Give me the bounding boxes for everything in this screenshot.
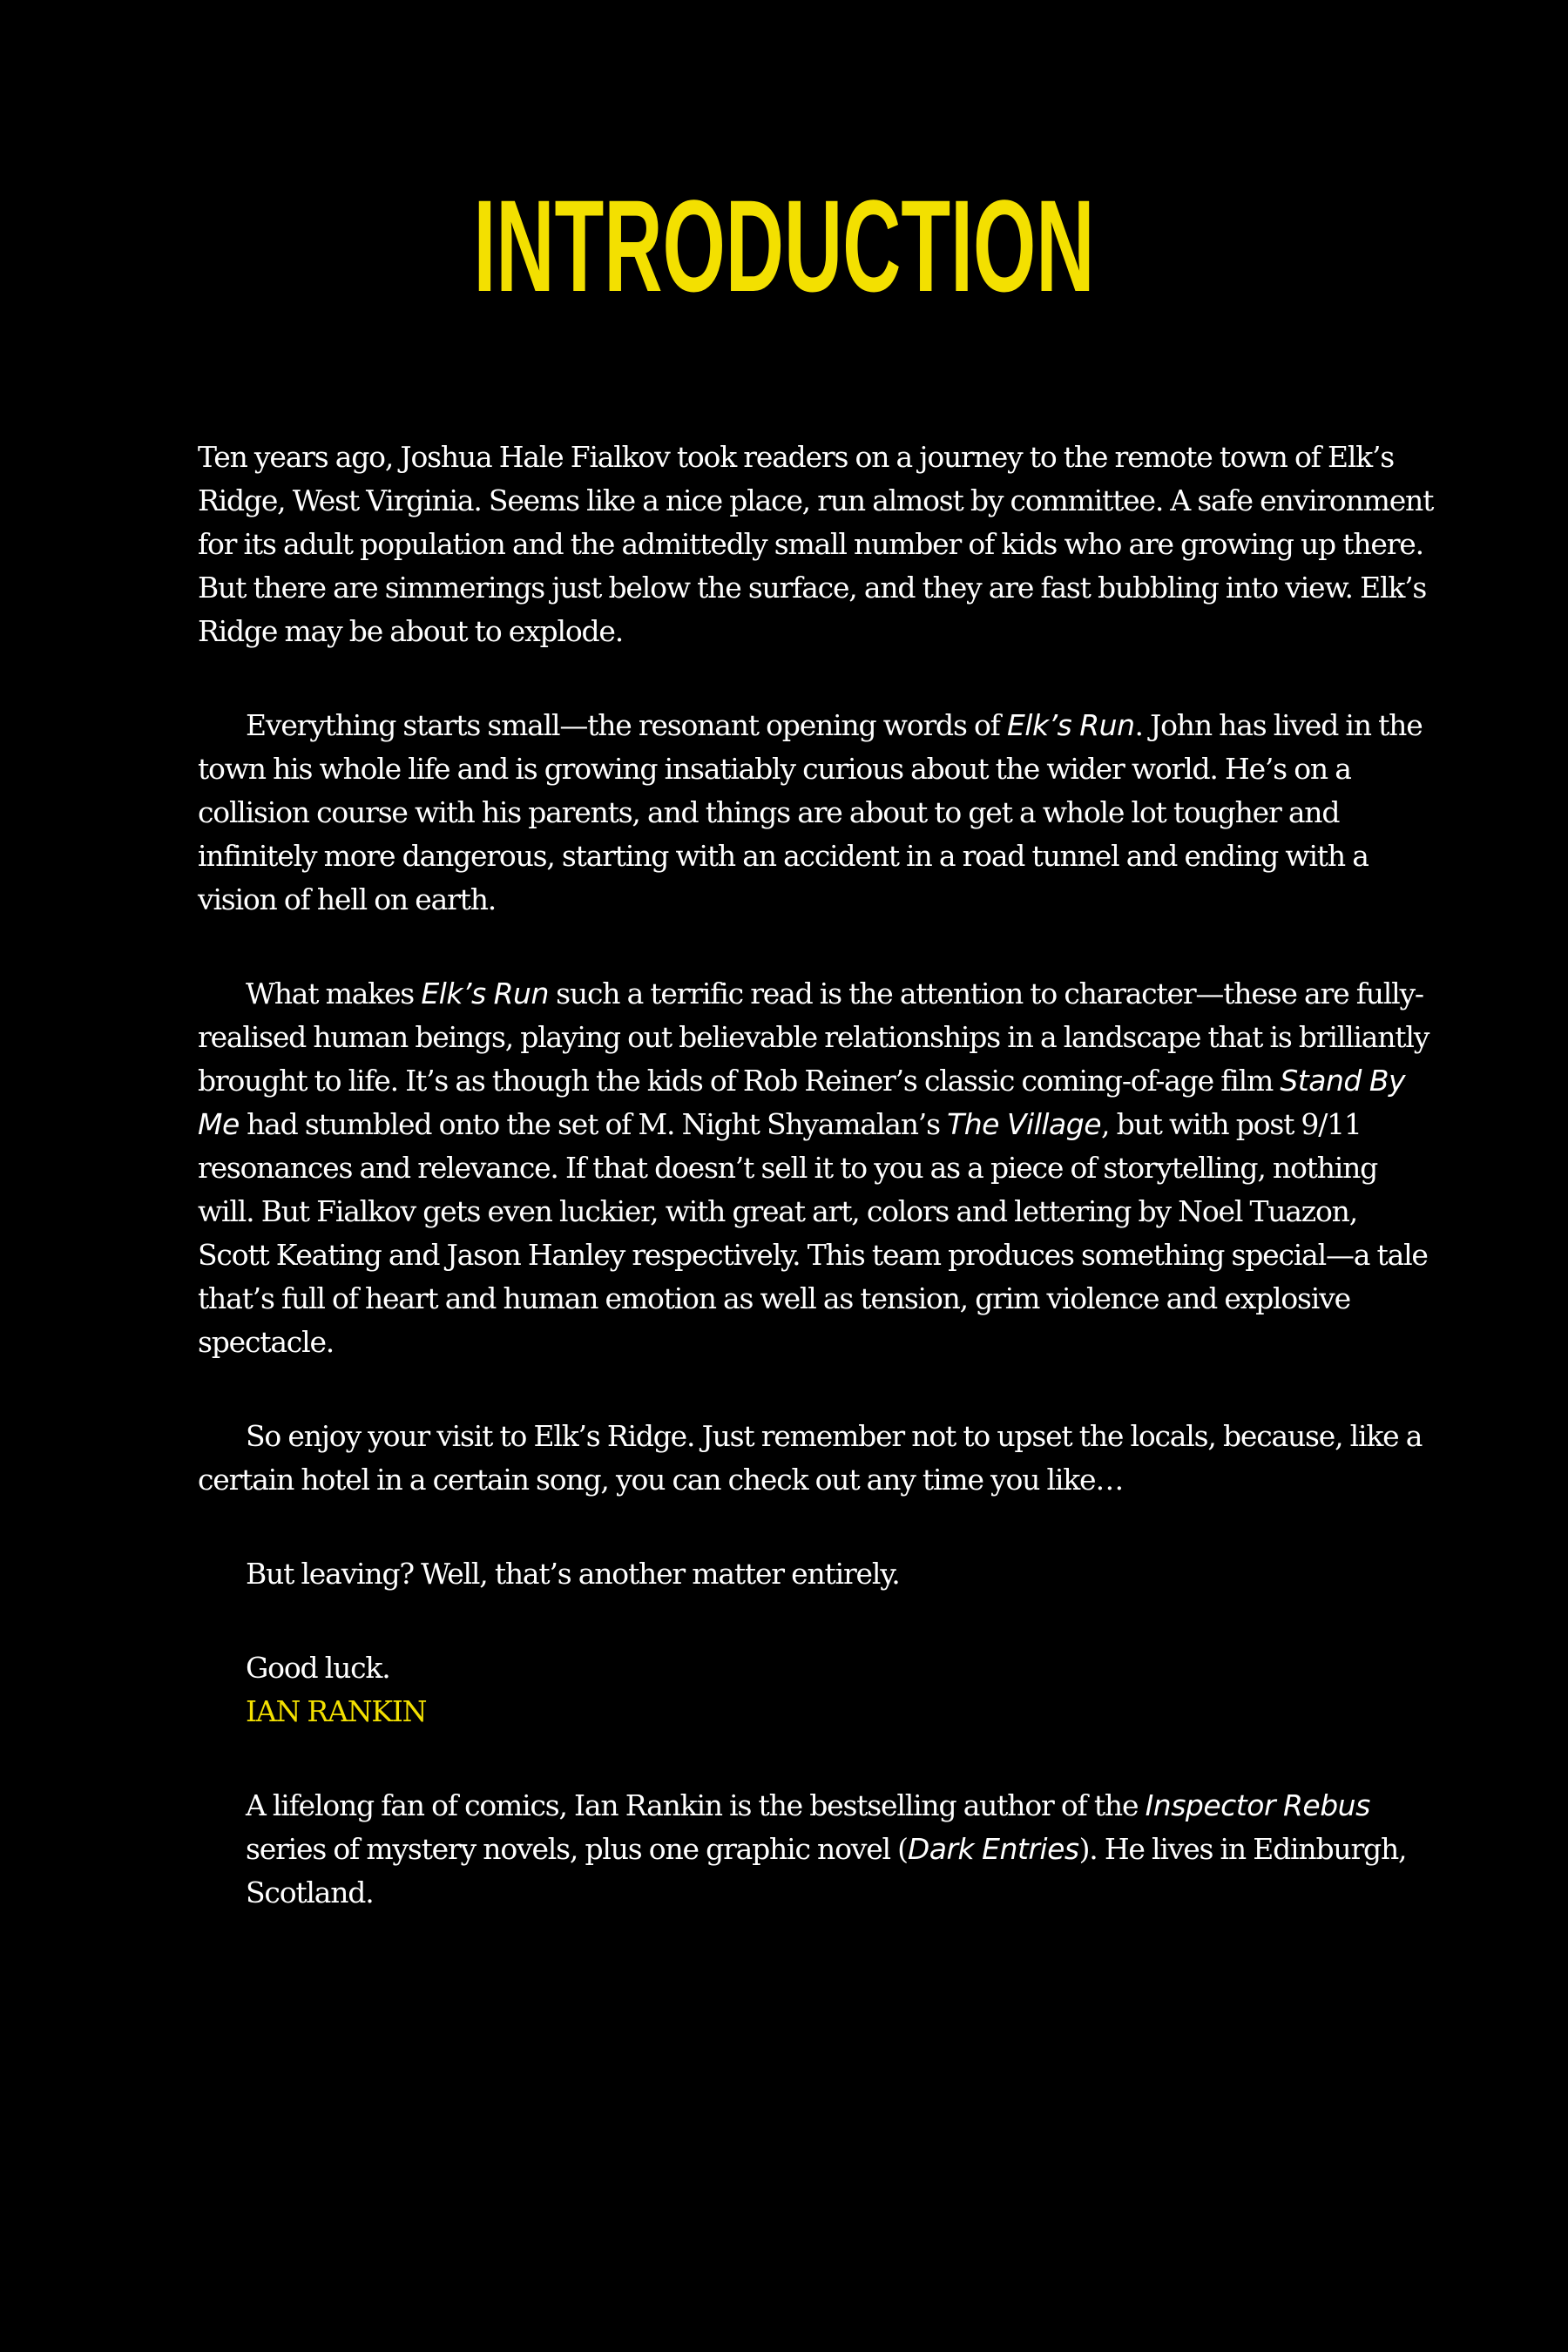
author-bio-italic-1: Inspector Rebus <box>1145 1788 1370 1822</box>
author-bio-text-3: ). He lives in Edinburgh, Scotland. <box>246 1832 1407 1909</box>
paragraph-3-italic-title-2: Stand By Me <box>198 1064 1405 1141</box>
paragraph-3-text-1: What makes <box>246 977 422 1010</box>
closing-line: Good luck. <box>246 1651 390 1685</box>
introduction-body <box>198 436 1435 1965</box>
paragraph-3-text-3: had stumbled onto the set of M. Night Shyamalan’s <box>239 1107 948 1141</box>
paragraph-4: So enjoy your visit to Elk’s Ridge. Just remember not to upset the locals, because, like a certain hotel in a certain song, you can check out any time you like… <box>198 1419 1423 1497</box>
paragraph-3-italic-title-1: Elk’s Run <box>421 977 549 1010</box>
paragraph-2 <box>198 704 1435 922</box>
paragraph-3 <box>198 972 1435 1364</box>
paragraph-3-italic-title-3: The Village <box>947 1107 1102 1141</box>
author-bio-italic-2: Dark Entries <box>907 1832 1079 1866</box>
author-bio-text-2: series of mystery novels, plus one graphic novel ( <box>246 1832 908 1866</box>
paragraph-2-text-2: . John has lived in the town his whole life and is growing insatiably curious about the wider world. He’s on a collision course with his parents, and things are about to get a whole lot tougher and infinitely more dangerous, starting with an accident in a road tunnel and ending with a vision of hell on earth. <box>198 708 1423 916</box>
paragraph-2-italic-title: Elk’s Run <box>1006 708 1135 742</box>
paragraph-1: Ten years ago, Joshua Hale Fialkov took readers on a journey to the remote town of Elk’s Ridge, West Virginia. Seems like a nice place, run almost by committee. A safe environment for its adult population and the admittedly small number of kids who are growing up there. But there are simmerings just below the surface, and they are fast bubbling into view. Elk’s Ridge may be about to explode. <box>198 440 1434 648</box>
paragraph-5: But leaving? Well, that’s another matter entirely. <box>246 1557 900 1591</box>
paragraph-3-text-4: , but with post 9/11 resonances and relevance. If that doesn’t sell it to you as a piece of storytelling, nothing will. But Fialkov gets even luckier, with great art, colors and lettering by Noel Tuazon, Scott Keating and Jason Hanley respectively. This team produces something special—a tale that’s full of heart and human emotion as well as tension, grim violence and explosive spectacle. <box>198 1107 1428 1359</box>
paragraph-2-text-1: Everything starts small—the resonant opening words of <box>246 708 1007 742</box>
page-title: INTRODUCTION <box>473 172 1095 319</box>
author-bio-text-1: A lifelong fan of comics, Ian Rankin is the bestselling author of the <box>246 1788 1146 1822</box>
paragraph-3-text-2: such a terrific read is the attention to character—these are fully-realised human beings, playing out believable relationships in a landscape that is brilliantly brought to life. It’s as though the kids of Rob Reiner’s classic coming-of-age film <box>198 977 1429 1098</box>
author-bio <box>198 1784 1435 1915</box>
author-signature: IAN RANKIN <box>246 1694 427 1728</box>
